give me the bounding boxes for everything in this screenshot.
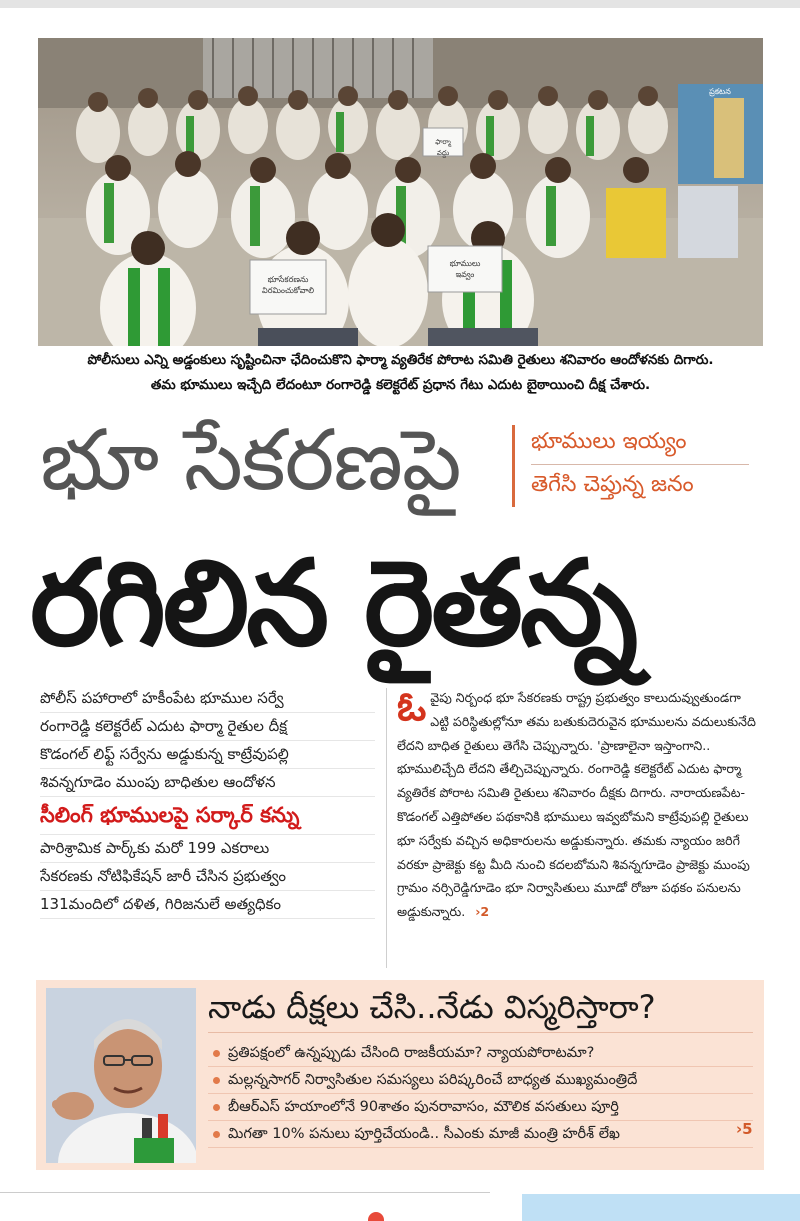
- highlight-item: పారిశ్రామిక పార్క్‌కు మరో 199 ఎకరాలు: [40, 835, 375, 863]
- bullet-dot-icon: [213, 1104, 220, 1111]
- banner-ad-text: ప్రకటన: [709, 87, 731, 96]
- article-text: వైపు నిర్బంధ భూ సేకరణకు రాష్ట్ర ప్రభుత్వం కాలుదువ్వుతుండగా ఎట్టి పరిస్థితుల్లోనూ తమ బతుకుదెరువైన భూములను వదులుకునేది లేదని బాధిత రైతులు తెగేసి చెప్పున్నారు. 'ప్రాణాలైనా ఇస్తాంగాని.. భూములిచ్చేది లేదని తేల్చిచెప్పున్నారు. రంగారెడ్డి కలెక్టరేట్ ఎదుట ఫార్మా వ్యతిరేక పోరాట సమితి రైతులు శనివారం దీక్షకు దిగారు. నారాయణపేట-కొడంగల్ ఎత్తిపోతల పథకానికి భూములు ఇవ్వబోమని కాట్రేవుపల్లి రైతులు భూ సర్వేకు వచ్చిన అధికారులను అడ్డుకున్నారు. తమకు న్యాయం జరిగే వరకూ ప్రాజెక్టు కట్ట మీది నుంచి కదలబోమని శివన్నగూడెం ప్రాజెక్టు ముంపు గ్రామం నర్సిరెడ్డిగూడెం భూ నిర్వాసితులు మూడో రోజూ పథకం పనులను అడ్డుకున్నారు.: [397, 690, 756, 920]
- related-story-point: [208, 1040, 753, 1067]
- photo-caption-line-1: పోలీసులు ఎన్ని అడ్డంకులు సృష్టించినా ఛేదించుకొని ఫార్మా వ్యతిరేక పోరాట సమితి రైతులు శనివారం ఆందోళనకు దిగారు.: [87, 352, 714, 368]
- related-story-point: [208, 1094, 753, 1121]
- highlight-item: పోలీస్ పహారాలో హకీంపేట భూముల సర్వే: [40, 685, 375, 713]
- footer-red-mark: [368, 1212, 384, 1221]
- related-story-point-text: మల్లన్నసాగర్ నిర్వాసితుల సమస్యలు పరిష్కరించే బాధ్యత ముఖ్యమంత్రిదే: [228, 1072, 638, 1088]
- related-story-page-link[interactable]: ›5: [736, 1120, 753, 1138]
- related-story-point: [208, 1067, 753, 1094]
- highlight-item: శివన్నగూడెం ముంపు బాధితుల ఆందోళన: [40, 769, 375, 797]
- related-story-points: [208, 1040, 753, 1148]
- related-story-point: [208, 1121, 753, 1148]
- main-headline: రగిలిన రైతన్న: [30, 534, 635, 672]
- highlight-item: రంగారెడ్డి కలెక్టరేట్ ఎదుట ఫార్మా రైతుల దీక్ష: [40, 713, 375, 741]
- highlight-subhead-red: సీలింగ్ భూములపై సర్కార్ కన్ను: [40, 797, 375, 835]
- footer-blue-block: [522, 1194, 800, 1221]
- politician-portrait-illustration: [46, 988, 196, 1163]
- protest-photo-illustration: [38, 38, 763, 346]
- protest-photo: [38, 38, 763, 346]
- highlights-list: [40, 685, 375, 919]
- related-story-point-text: బీఆర్ఎస్ హయాంలోనే 90శాతం పునరావాసం, మౌలిక వసతులు పూర్తి: [228, 1099, 619, 1115]
- photo-caption-line-2: తమ భూములు ఇచ్చేది లేదంటూ రంగారెడ్డి కలెక్టరేట్ ప్రధాన గేటు ఎదుట బైఠాయించి దీక్ష చేశారు.: [150, 377, 651, 393]
- placard-2: భూములు ఇవ్వం: [449, 259, 481, 279]
- highlight-item: కొడంగల్ లిఫ్ట్ సర్వేను అడ్డుకున్న కాట్రేవుపల్లి: [40, 741, 375, 769]
- column-divider: [386, 688, 387, 968]
- article-dropcap: ఓ: [397, 684, 427, 730]
- side-subheadline-line-2: తెగేసి చెప్తున్న జనం: [531, 472, 694, 497]
- related-story-box: [36, 980, 764, 1170]
- related-story-point-text: మిగతా 10% పనులు పూర్తిచేయండి.. సీఎంకు మాజీ మంత్రి హరీశ్ లేఖ: [228, 1126, 620, 1142]
- article-body: [397, 686, 763, 924]
- side-subheadline-line-1: భూములు ఇయ్యం: [531, 429, 687, 454]
- related-story-point-text: ప్రతిపక్షంలో ఉన్నప్పుడు చేసింది రాజకీయమా? న్యాయపోరాటమా?: [228, 1045, 595, 1061]
- politician-photo: [46, 988, 196, 1163]
- continued-page-link[interactable]: ›2: [475, 904, 490, 920]
- placard-1: భూసేకరణను విరమించుకోవాలి: [262, 275, 314, 295]
- related-story-title[interactable]: నాడు దీక్షలు చేసి..నేడు విస్మరిస్తారా?: [208, 988, 656, 1026]
- bullet-dot-icon: [213, 1050, 220, 1057]
- highlight-item: 131మందిలో దళిత, గిరిజనులే అత్యధికం: [40, 891, 375, 919]
- bullet-dot-icon: [213, 1077, 220, 1084]
- side-subheadline-divider: [531, 464, 749, 465]
- side-subheadline: [512, 425, 762, 507]
- placard-3: ఫార్మా వద్దు: [435, 138, 451, 157]
- footer-divider: [0, 1192, 490, 1193]
- highlight-item: సేకరణకు నోటిఫికేషన్ జారీ చేసిన ప్రభుత్వం: [40, 863, 375, 891]
- headline-kicker: భూ సేకరణపై: [40, 411, 461, 509]
- page-top-strip: [0, 0, 800, 8]
- bullet-dot-icon: [213, 1131, 220, 1138]
- related-story-divider: [208, 1032, 753, 1033]
